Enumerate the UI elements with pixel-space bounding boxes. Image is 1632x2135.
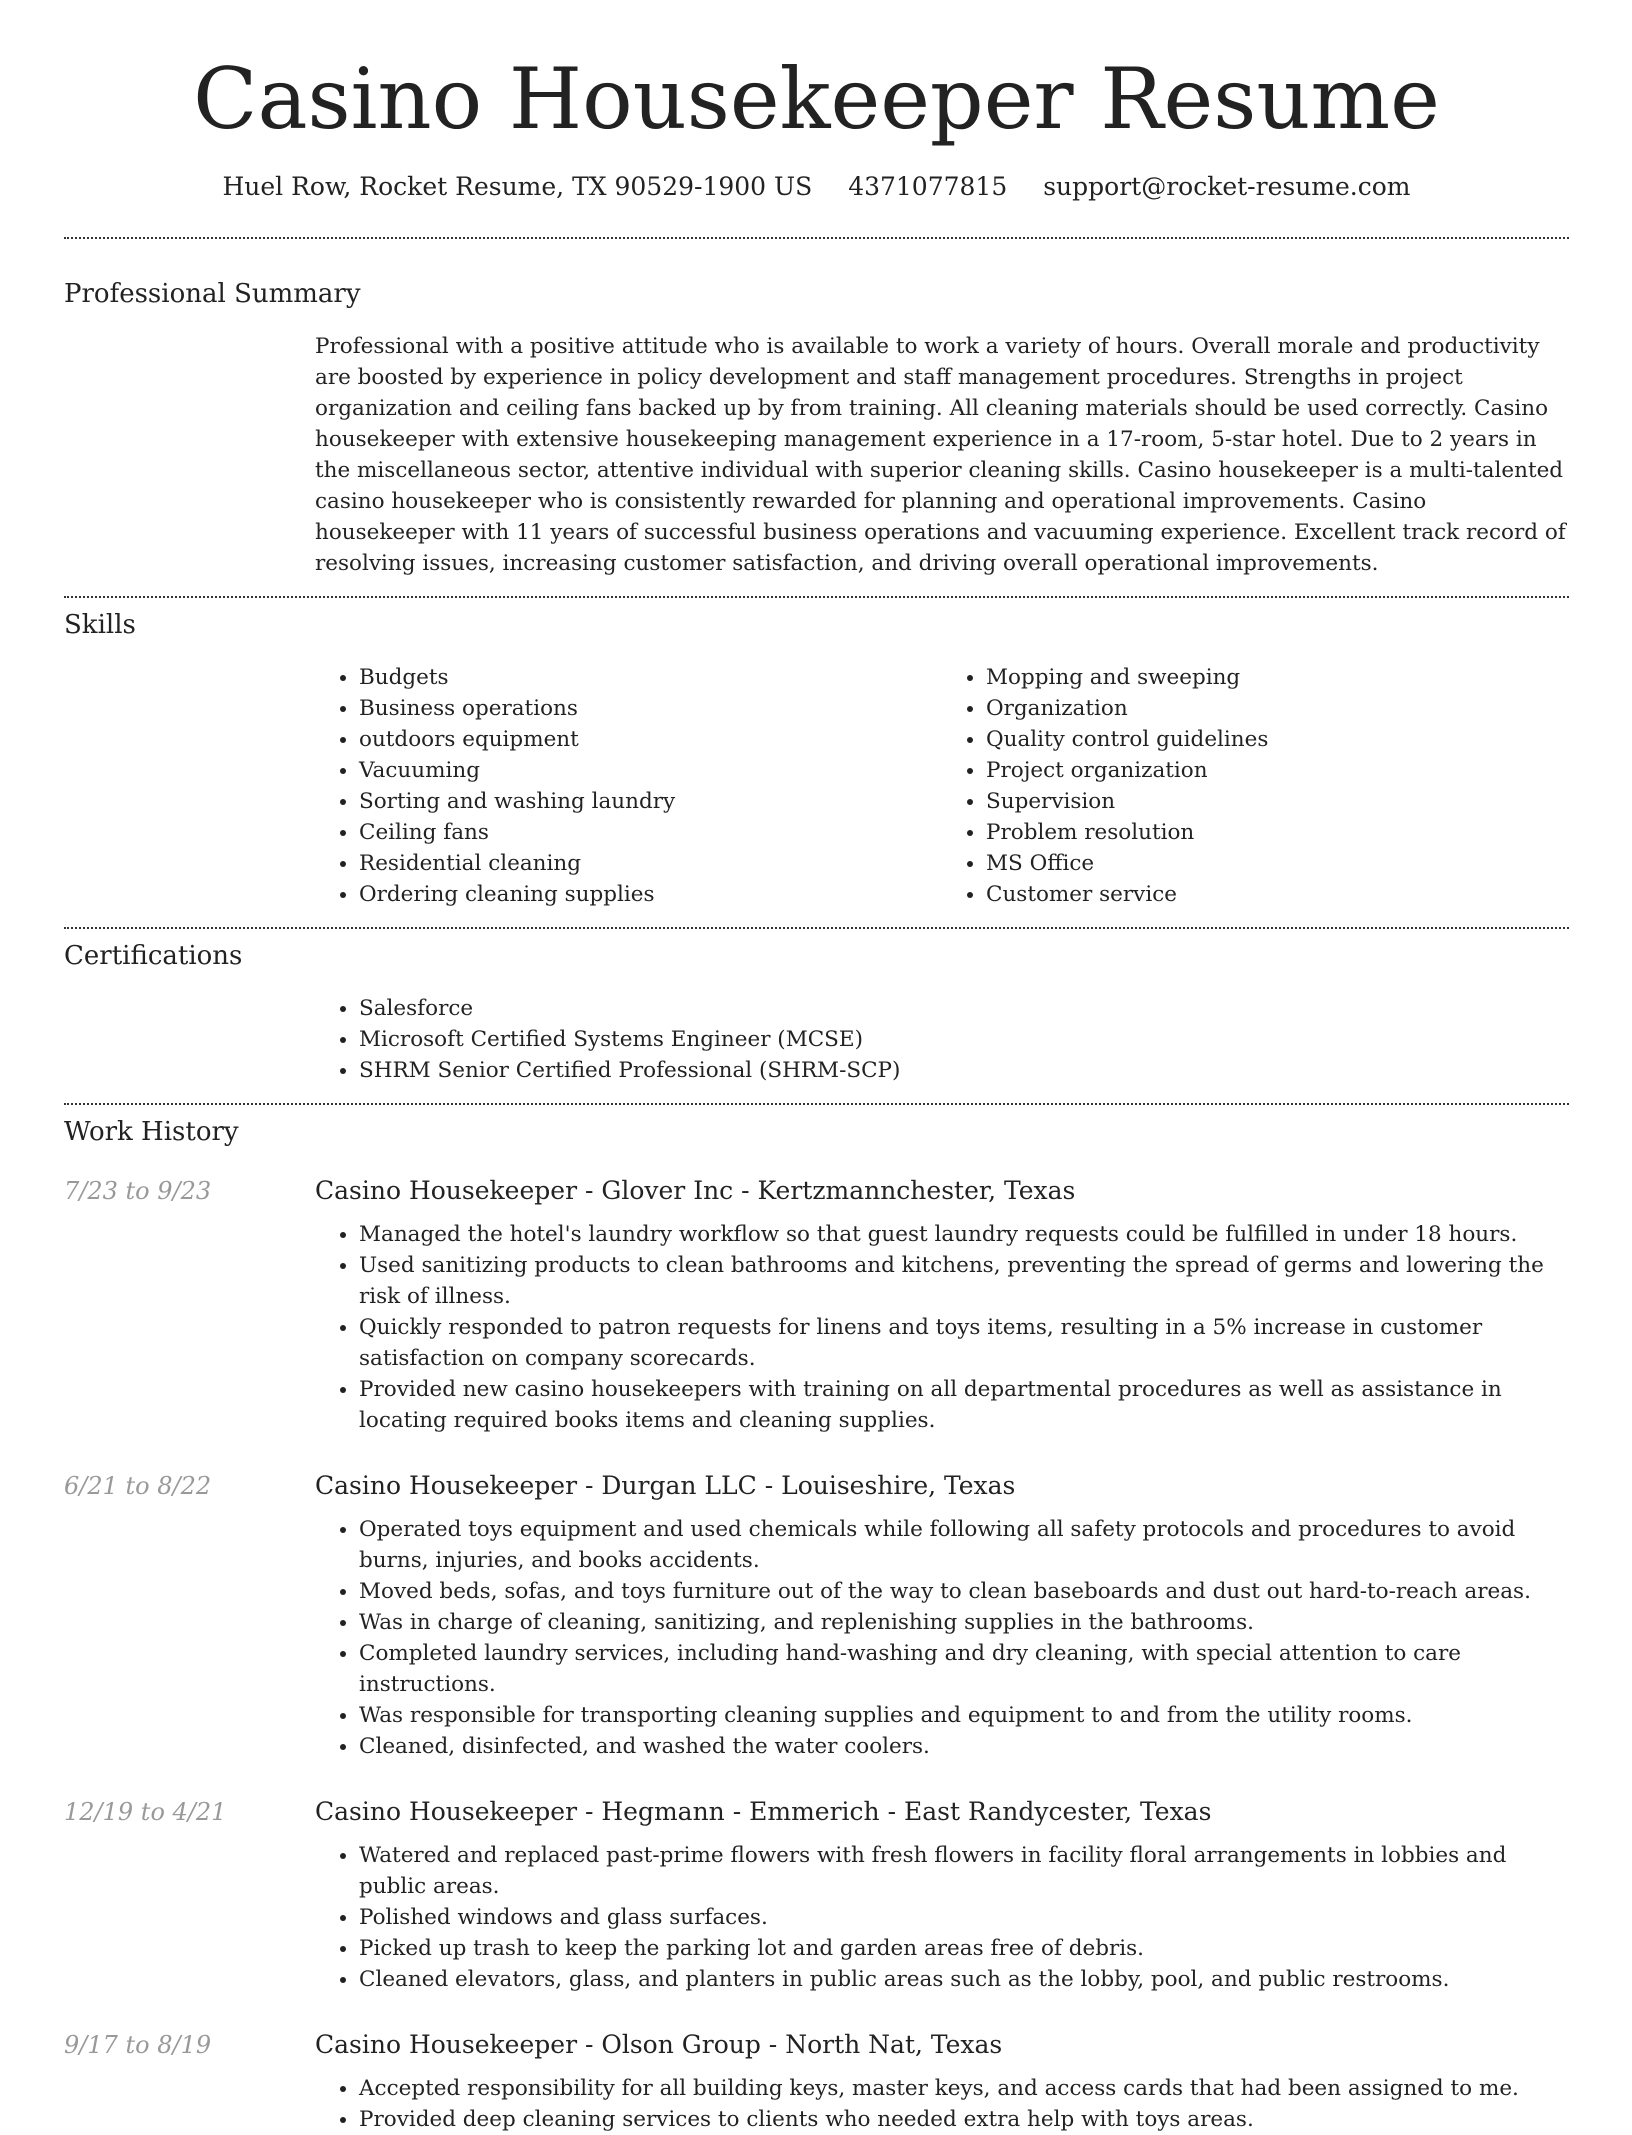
list-item: • outdoors equipment — [359, 724, 942, 755]
job-bullets — [315, 1219, 1569, 1436]
skills-section — [64, 608, 1569, 910]
skills-column-right — [942, 662, 1569, 910]
work-section — [64, 1115, 1569, 2135]
list-item: • Watered and replaced past-prime flowers with fresh flowers in facility floral arrangements in lobbies and public areas. — [359, 1840, 1569, 1902]
list-item: • Quickly responded to patron requests for linens and toys items, resulting in a 5% increase in customer satisfaction on company scorecards. — [359, 1312, 1569, 1374]
certifications-section — [64, 939, 1569, 1086]
list-item: • Cleaned, disinfected, and washed the water coolers. — [359, 1731, 1569, 1762]
list-item: • Ordering cleaning supplies — [359, 879, 942, 910]
list-item: • Operated toys equipment and used chemicals while following all safety protocols and procedures to avoid burns, injuries, and books accidents. — [359, 1514, 1569, 1576]
list-item: • Ceiling fans — [359, 817, 942, 848]
list-item: • Residential cleaning — [359, 848, 942, 879]
job-dates: 6/21 to 8/22 — [64, 1472, 212, 1500]
list-item: • Business operations — [359, 693, 942, 724]
certifications-heading: Certifications — [64, 941, 243, 971]
job-bullets — [315, 2073, 1569, 2135]
list-item: • Organization — [986, 693, 1569, 724]
contact-line — [64, 170, 1569, 204]
list-item: • Completed laundry services, including hand-washing and dry cleaning, with special attention to care instructions. — [359, 1638, 1569, 1700]
contact-phone: 4371077815 — [848, 172, 1008, 201]
list-item: • Polished windows and glass surfaces. — [359, 1902, 1569, 1933]
contact-address: Huel Row, Rocket Resume, TX 90529-1900 US — [222, 172, 813, 201]
summary-text: Professional with a positive attitude who is available to work a variety of hours. Overall morale and productivity are boosted by experience in policy development and staff management procedures. Strengths in project organization and ceiling fans backed up by from training. All cleaning materials should be used correctly. Casino housekeeper with extensive housekeeping management experience in a 17-room, 5-star hotel. Due to 2 years in the miscellaneous sector, attentive individual with superior cleaning skills. Casino housekeeper is a multi-talented casino housekeeper who is consistently rewarded for planning and operational improvements. Casino housekeeper with 11 years of successful business operations and vacuuming experience. Excellent track record of resolving issues, increasing customer satisfaction, and driving overall operational improvements. — [315, 334, 1566, 576]
job-title: Casino Housekeeper - Durgan LLC - Louiseshire, Texas — [315, 1471, 1016, 1500]
job-title: Casino Housekeeper - Hegmann - Emmerich - East Randycester, Texas — [315, 1797, 1212, 1826]
contact-email: support@rocket-resume.com — [1043, 172, 1411, 201]
list-item: • SHRM Senior Certified Professional (SHRM-SCP) — [359, 1055, 1569, 1086]
list-item: • Customer service — [986, 879, 1569, 910]
list-item: • MS Office — [986, 848, 1569, 879]
list-item: • Managed the hotel's laundry workflow so that guest laundry requests could be fulfilled in under 18 hours. — [359, 1219, 1569, 1250]
skills-heading: Skills — [64, 610, 136, 640]
section-divider — [64, 237, 1569, 239]
list-item: • Sorting and washing laundry — [359, 786, 942, 817]
job-bullets — [315, 1514, 1569, 1762]
list-item: • Budgets — [359, 662, 942, 693]
list-item: • Mopping and sweeping — [986, 662, 1569, 693]
certifications-list — [315, 993, 1569, 1086]
list-item: • Vacuuming — [359, 755, 942, 786]
summary-heading: Professional Summary — [64, 279, 361, 309]
job-bullets — [315, 1840, 1569, 1995]
job-entry — [64, 1796, 1569, 1995]
list-item: • Supervision — [986, 786, 1569, 817]
list-item: • Was in charge of cleaning, sanitizing, and replenishing supplies in the bathrooms. — [359, 1607, 1569, 1638]
section-divider — [64, 927, 1569, 929]
section-divider — [64, 1103, 1569, 1105]
list-item: • Cleaned elevators, glass, and planters in public areas such as the lobby, pool, and public restrooms. — [359, 1964, 1569, 1995]
job-entry — [64, 1470, 1569, 1762]
list-item: • Accepted responsibility for all building keys, master keys, and access cards that had been assigned to me. — [359, 2073, 1569, 2104]
job-entry — [64, 1175, 1569, 1436]
job-dates: 12/19 to 4/21 — [64, 1798, 227, 1826]
list-item: • Was responsible for transporting cleaning supplies and equipment to and from the utility rooms. — [359, 1700, 1569, 1731]
work-heading: Work History — [64, 1117, 239, 1147]
skills-list — [315, 662, 1569, 910]
list-item: • Used sanitizing products to clean bathrooms and kitchens, preventing the spread of germs and lowering the risk of illness. — [359, 1250, 1569, 1312]
job-dates: 7/23 to 9/23 — [64, 1177, 212, 1205]
list-item: • Moved beds, sofas, and toys furniture out of the way to clean baseboards and dust out hard-to-reach areas. — [359, 1576, 1569, 1607]
job-entry — [64, 2029, 1569, 2135]
list-item: • Quality control guidelines — [986, 724, 1569, 755]
list-item: • Provided new casino housekeepers with training on all departmental procedures as well as assistance in locating required books items and cleaning supplies. — [359, 1374, 1569, 1436]
resume-page — [64, 0, 1569, 2135]
job-title: Casino Housekeeper - Glover Inc - Kertzmannchester, Texas — [315, 1176, 1076, 1205]
section-divider — [64, 596, 1569, 598]
summary-section — [64, 277, 1569, 579]
job-dates: 9/17 to 8/19 — [64, 2031, 212, 2059]
list-item: • Picked up trash to keep the parking lot and garden areas free of debris. — [359, 1933, 1569, 1964]
list-item: • Project organization — [986, 755, 1569, 786]
job-title: Casino Housekeeper - Olson Group - North Nat, Texas — [315, 2030, 1003, 2059]
list-item: • Problem resolution — [986, 817, 1569, 848]
list-item: • Provided deep cleaning services to clients who needed extra help with toys areas. — [359, 2104, 1569, 2135]
page-title: Casino Housekeeper Resume — [193, 50, 1440, 148]
list-item: • Salesforce — [359, 993, 1569, 1024]
skills-column-left — [315, 662, 942, 910]
list-item: • Microsoft Certified Systems Engineer (MCSE) — [359, 1024, 1569, 1055]
